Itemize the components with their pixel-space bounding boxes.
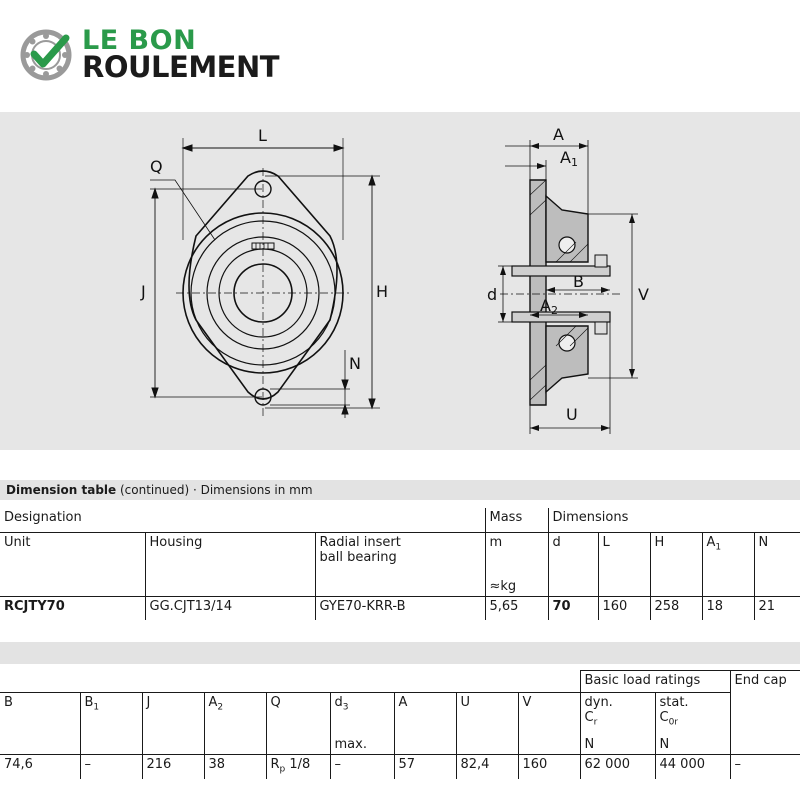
dimension-table-1 (0, 508, 800, 620)
label-H: H (376, 282, 389, 301)
header-dimensions: Dimensions (548, 508, 800, 532)
header-H: H (650, 532, 702, 596)
header-B: B (0, 693, 80, 755)
label-V: V (638, 285, 649, 304)
header-basic-load: Basic load ratings (580, 671, 730, 693)
dimension-table-2 (0, 670, 800, 779)
header-m-label: m (489, 534, 503, 550)
front-view (150, 138, 380, 418)
header-max: max. (334, 737, 367, 752)
header-insert-line1: Radial insert (319, 534, 401, 550)
logo-text-bottom: ROULEMENT (82, 50, 280, 84)
header-dyn-N: N (584, 737, 595, 752)
cell-mass: 5,65 (485, 596, 548, 620)
section-view (498, 140, 638, 434)
header-unit: Unit (0, 532, 145, 596)
cell-end-cap: – (730, 755, 800, 779)
header-L: L (598, 532, 650, 596)
table-row (0, 596, 800, 620)
header-end-cap: End cap (730, 671, 800, 755)
label-d: d (487, 285, 498, 304)
table-title-rest: (continued) · Dimensions in mm (116, 483, 313, 497)
cell-Cr: 62 000 (580, 755, 655, 779)
label-U: U (566, 405, 578, 424)
cell-B: 74,6 (0, 755, 80, 779)
header-kg-label: ≈kg (489, 578, 517, 594)
header-m (485, 532, 548, 596)
header-stat-N: N (659, 737, 670, 752)
cell-C0r: 44 000 (655, 755, 730, 779)
cell-Q: $R_p$ 1/8 (266, 755, 330, 779)
label-A2: A2 (540, 296, 558, 317)
header-mass: Mass (485, 508, 548, 532)
cell-unit: RCJTY70 (0, 596, 145, 620)
cell-housing: GG.CJT13/14 (145, 596, 315, 620)
cell-B1: – (80, 755, 142, 779)
cell-d: 70 (548, 596, 598, 620)
label-Q: Q (150, 157, 163, 176)
label-A: A (553, 125, 564, 144)
cell-A: 57 (394, 755, 456, 779)
cell-A1: 18 (702, 596, 754, 620)
cell-U: 82,4 (456, 755, 518, 779)
cell-V: 160 (518, 755, 580, 779)
bearing-check-logo-icon (20, 28, 76, 84)
header-U: U (456, 693, 518, 755)
table-title (0, 480, 800, 500)
label-A1: A1 (560, 148, 578, 169)
header-dyn: dyn. $C_r$ N (580, 693, 655, 755)
header-blank (0, 671, 580, 693)
table-separator (0, 642, 800, 664)
header-B1: $B_1$ (80, 693, 142, 755)
cell-J: 216 (142, 755, 204, 779)
header-A2: $A_2$ (204, 693, 266, 755)
cell-insert: GYE70-KRR-B (315, 596, 485, 620)
label-B: B (573, 272, 584, 291)
header-J: J (142, 693, 204, 755)
header-d3: $d_3$ max. (330, 693, 394, 755)
label-L: L (258, 126, 267, 145)
table-title-bold: Dimension table (6, 483, 117, 497)
cell-H: 258 (650, 596, 702, 620)
header-A1: $A_1$ (702, 532, 754, 596)
cell-A2: 38 (204, 755, 266, 779)
cell-L: 160 (598, 596, 650, 620)
label-J: J (141, 282, 146, 301)
header-insert (315, 532, 485, 596)
header-stat: stat. $C_{0r}$ N (655, 693, 730, 755)
header-d: d (548, 532, 598, 596)
logo-text-top: LE BON (82, 25, 197, 56)
cell-d3: – (330, 755, 394, 779)
technical-drawing (0, 112, 800, 450)
header-insert-line2: ball bearing (319, 549, 397, 565)
header-designation: Designation (0, 508, 485, 532)
header-V: V (518, 693, 580, 755)
cell-N: 21 (754, 596, 800, 620)
header-A: A (394, 693, 456, 755)
table-row (0, 755, 800, 779)
label-N: N (349, 354, 361, 373)
logo (20, 26, 300, 86)
header-Q: Q (266, 693, 330, 755)
header-housing: Housing (145, 532, 315, 596)
header-N: N (754, 532, 800, 596)
